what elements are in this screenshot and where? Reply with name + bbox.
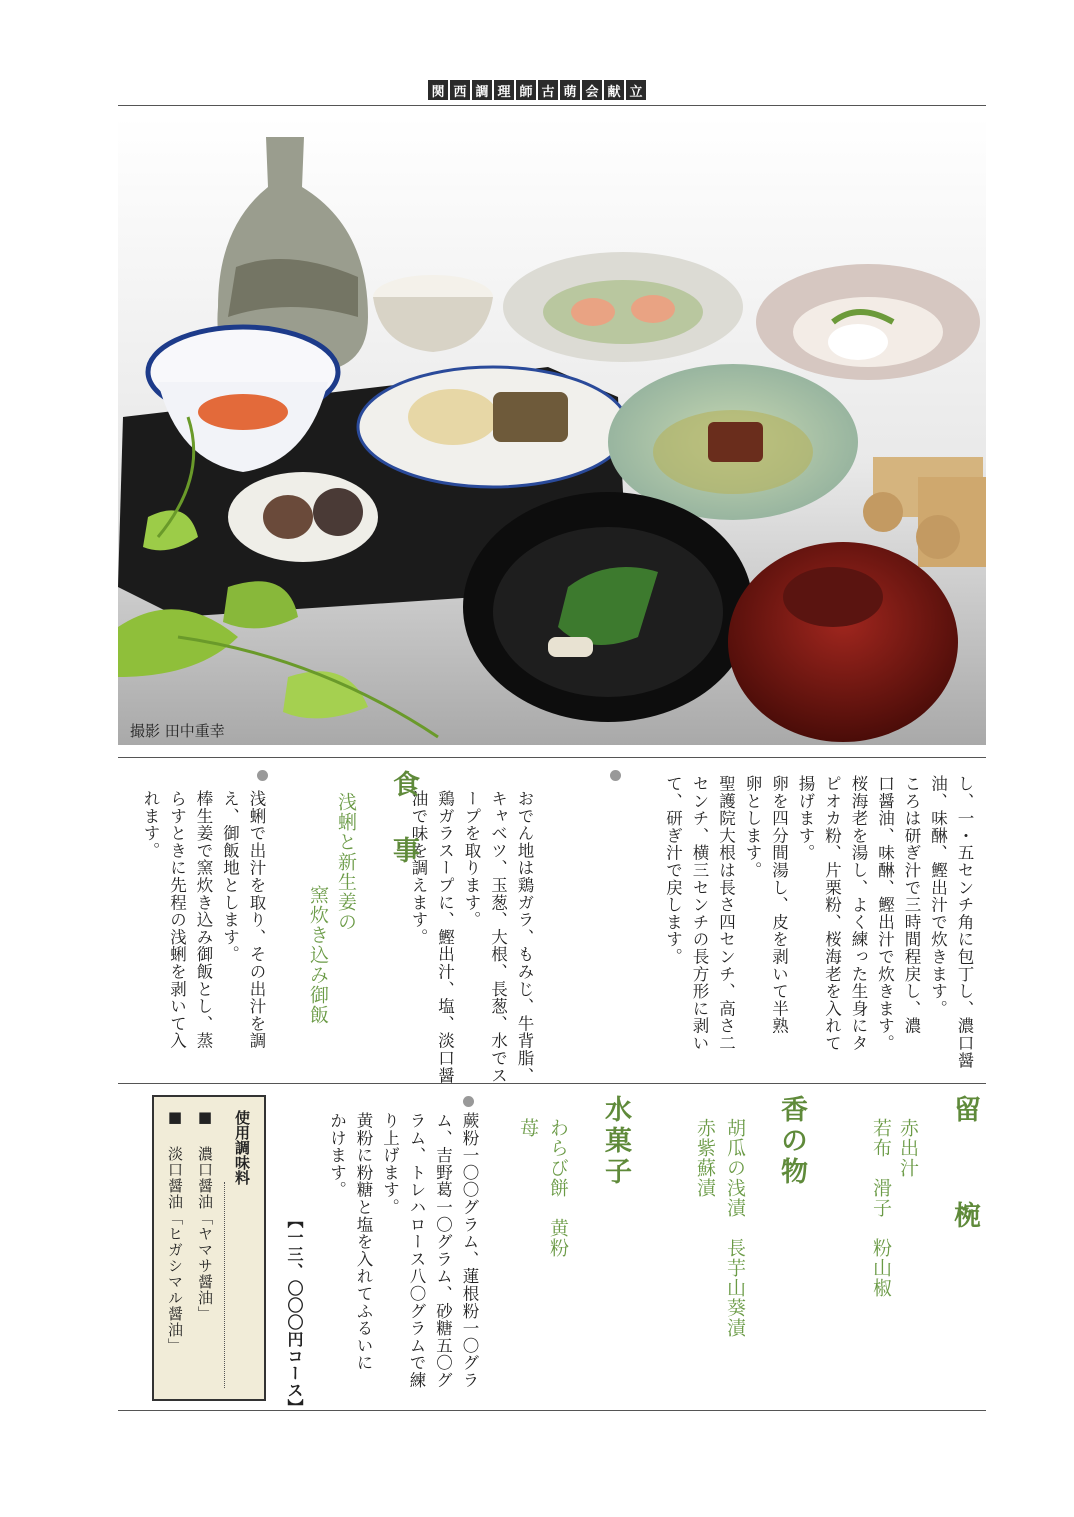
dish-name: 赤紫蘇漬 (694, 1118, 716, 1198)
header-char: 西 (450, 80, 470, 100)
text-line: り上げます。 (380, 1112, 400, 1216)
dish-name: わらび餅 黄粉 (547, 1118, 569, 1258)
dish-name: 窯炊き込み御飯 (307, 885, 329, 1025)
bullet-icon (257, 770, 268, 781)
page-header (0, 80, 1074, 102)
text-line: かけます。 (327, 1112, 347, 1199)
text-line: 黄粉に粉糖と塩を入れてふるいに (354, 1112, 373, 1372)
text-line: 卵を四分間湯し、皮を剥いて半熟 (769, 775, 789, 1035)
seasoning-item: ■ 濃口醤油「ヤマサ醤油」 (196, 1108, 214, 1322)
text-line: し、一・五センチ角に包丁し、濃口醤 (955, 775, 974, 1070)
dish-name: 赤出汁 (897, 1118, 919, 1178)
course-price: 【一三、〇〇〇円コース】 (285, 1212, 304, 1416)
text-line: れます。 (141, 790, 160, 860)
dish-name: 胡瓜の浅漬 長芋山葵漬 (724, 1118, 746, 1338)
header-char: 調 (472, 80, 492, 100)
text-line: て、研ぎ汁で戻します。 (663, 775, 683, 966)
text-line: ム、吉野葛一〇グラム、砂糖五〇グ (433, 1112, 453, 1389)
header-char: 古 (538, 80, 558, 100)
text-block-mizugashi (323, 1112, 482, 1402)
header-rule (118, 105, 986, 106)
text-line: ころは研ぎ汁で三時間程戻し、濃 (902, 775, 921, 1035)
header-char: 会 (582, 80, 602, 100)
photo-credit: 撮影 田中重幸 (130, 722, 225, 740)
text-line: 揚げます。 (796, 775, 815, 862)
text-block-shokuji (137, 790, 270, 1075)
text-line: え、御飯地とします。 (220, 790, 240, 963)
heading-mizugashi: 水菓子 (600, 1095, 631, 1188)
heading-shokuji: 食 事 (388, 770, 419, 869)
text-line: 棒生姜で窯炊き込み御飯とし、蒸 (194, 790, 213, 1050)
seasoning-title: 使用調味料 (233, 1110, 251, 1185)
header-char: 献 (604, 80, 624, 100)
text-line: ープを取ります。 (462, 790, 481, 929)
section-rule-top (118, 757, 986, 758)
text-line: センチ、横三センチの長方形に剥い (690, 775, 709, 1052)
footer-rule (118, 1410, 986, 1411)
heading-tomewan: 留 椀 (949, 1095, 980, 1254)
dish-name: 浅蜊と新生姜の (335, 792, 357, 932)
section-rule-middle (118, 1083, 986, 1084)
text-line: らすときに先程の浅蜊を剥いて入 (167, 790, 187, 1050)
header-char: 萌 (560, 80, 580, 100)
seasoning-item: ■ 淡口醤油「ヒガシマル醤油」 (166, 1108, 184, 1354)
text-line: 卵とします。 (743, 775, 762, 879)
text-line: 浅蜊で出汁を取り、その出汁を調 (247, 790, 266, 1050)
seasoning-divider (224, 1182, 225, 1388)
bullet-icon (463, 1096, 474, 1107)
text-line: おでん地は鶏ガラ、もみじ、牛背脂、 (515, 790, 534, 1085)
text-line: 蕨粉一〇〇グラム、蓮根粉一〇グラ (460, 1112, 479, 1389)
header-char: 立 (626, 80, 646, 100)
text-line: ピオカ粉、片栗粉、桜海老を入れて (822, 775, 842, 1052)
header-char: 師 (516, 80, 536, 100)
food-photo-illustration (118, 117, 986, 745)
text-line: ラム、トレハロース八〇グラムで練 (407, 1112, 426, 1389)
bullet-icon (610, 770, 621, 781)
text-line: 鶏ガラスープに、鰹出汁、塩、淡口醤 (435, 790, 455, 1085)
header-title (428, 80, 646, 102)
heading-konomono: 香の物 (776, 1095, 807, 1188)
header-char: 関 (428, 80, 448, 100)
text-line: 油、味醂、鰹出汁で炊きます。 (928, 775, 948, 1018)
text-block-oden (405, 790, 538, 1085)
text-line: 油で味を調えます。 (409, 790, 428, 946)
text-line: 聖護院大根は長さ四センチ、高さ二 (716, 775, 736, 1052)
dish-name: 苺 (517, 1118, 539, 1138)
header-char: 理 (494, 80, 514, 100)
text-line: 口醤油、味醂、鰹出汁で炊きます。 (875, 775, 895, 1052)
dish-name: 若布 滑子 粉山椒 (870, 1118, 892, 1298)
food-photo (118, 117, 986, 745)
text-block-continuation (659, 775, 977, 1075)
text-line: キャベツ、玉葱、大根、長葱、水でス (488, 790, 508, 1085)
text-line: 桜海老を湯し、よく練った生身にタ (849, 775, 868, 1052)
